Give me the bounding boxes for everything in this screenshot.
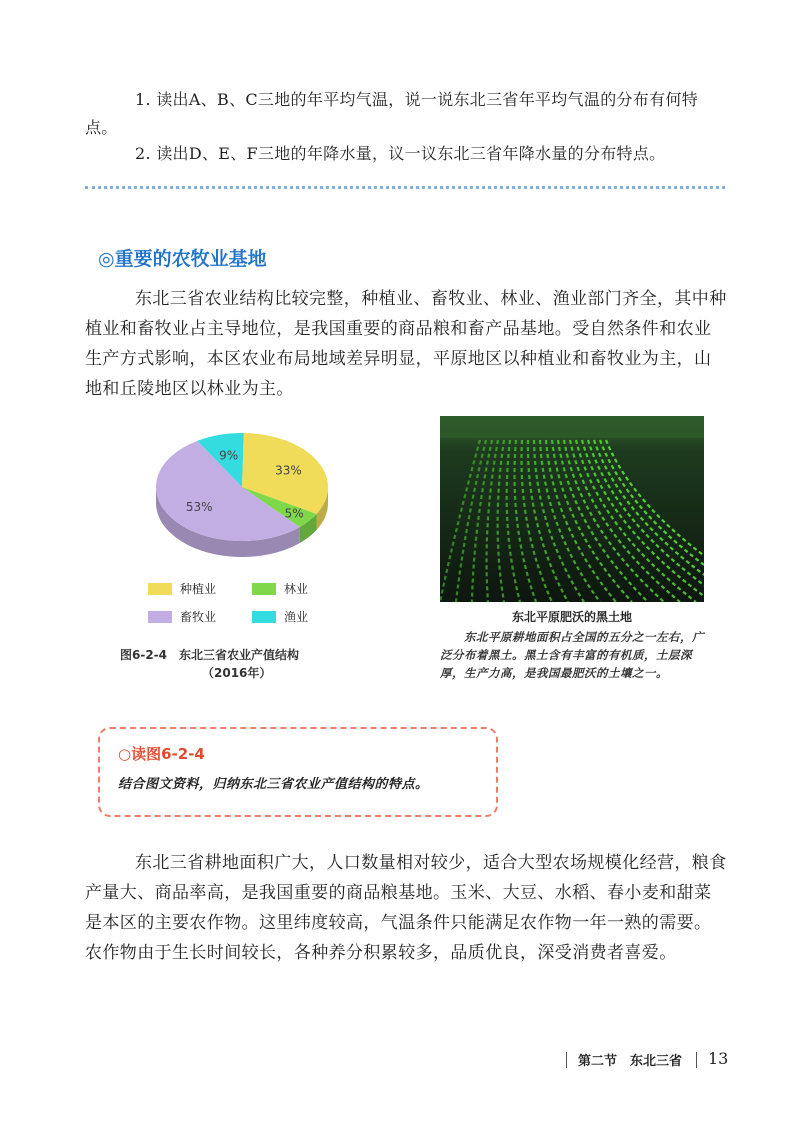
pie-label-1: 5% [284, 506, 304, 521]
question-2: 2. 读出D、E、F三地的年降水量，议一议东北三省年降水量的分布特点。 [135, 144, 666, 163]
paragraph-grain-base: 东北三省耕地面积广大，人口数量相对较少，适合大型农场规模化经营，粮食产量大、商品率高，是我国重要的商品粮基地。玉米、大豆、水稻、春小麦和甜菜是本区的主要农作物。这里纬度较高，气温条件只能满足农作物一年一熟的需要。农作物由于生长时间较长，各种养分积累较多，品质优良，深受消费者喜爱。 [85, 853, 727, 963]
paragraph-agriculture-structure: 东北三省农业结构比较完整，种植业、畜牧业、林业、渔业部门齐全，其中种植业和畜牧业占主导地位，是我国重要的商品粮和畜产品基地。受自然条件和农业生产方式影响，本区农业布局地域差异明显，平原地区以种植业和畜牧业为主，山地和丘陵地区以林业为主。 [85, 289, 727, 399]
black-soil-photo [440, 416, 704, 602]
reading-text: 结合图文资料，归纳东北三省农业产值结构的特点。 [118, 777, 429, 792]
legend-item-livestock [148, 608, 216, 625]
legend-item-planting [148, 580, 216, 597]
photo-title: 东北平原肥沃的黑土地 [511, 610, 632, 624]
pie-chart-svg [130, 425, 350, 575]
legend-swatch-forestry [252, 583, 276, 595]
dotted-divider [85, 186, 725, 189]
reading-activity-box [98, 727, 498, 817]
pie-label-0: 33% [275, 463, 302, 478]
footer-divider-right [696, 1052, 697, 1068]
legend-swatch-planting [148, 583, 172, 595]
pie-label-2: 53% [185, 499, 213, 514]
reading-title: ○读图6-2-4 [118, 745, 205, 763]
figure-title: 图6-2-4 东北三省农业产值结构 [120, 648, 300, 662]
question-1: 1. 读出A、B、C三地的年平均气温，说一说东北三省年平均气温的分布有何特点。 [85, 90, 699, 137]
figure-subtitle: （2016年） [202, 666, 272, 680]
legend-label: 林业 [284, 582, 309, 596]
legend-label: 渔业 [284, 610, 309, 624]
legend-label: 种植业 [180, 582, 217, 596]
legend-label: 畜牧业 [180, 610, 217, 624]
legend-swatch-livestock [148, 611, 172, 623]
page-footer [560, 1050, 740, 1070]
section-heading: ◎重要的农牧业基地 [98, 248, 267, 270]
photo-caption: 东北平原耕地面积占全国的五分之一左右，广泛分布着黑土。黑土含有丰富的有机质，土层深厚，生产力高，是我国最肥沃的土壤之一。 [440, 630, 704, 680]
footer-divider-left [566, 1052, 567, 1068]
pie-chart [130, 425, 350, 575]
legend-item-forestry [252, 580, 308, 597]
legend-item-fishery [252, 608, 308, 625]
black-soil-field-image [440, 416, 704, 602]
pie-label-3: 9% [219, 448, 239, 463]
figure-caption [120, 646, 360, 682]
legend-swatch-fishery [252, 611, 276, 623]
page-number: 13 [708, 1049, 729, 1068]
footer-section-title: 第二节 东北三省 [578, 1054, 683, 1069]
